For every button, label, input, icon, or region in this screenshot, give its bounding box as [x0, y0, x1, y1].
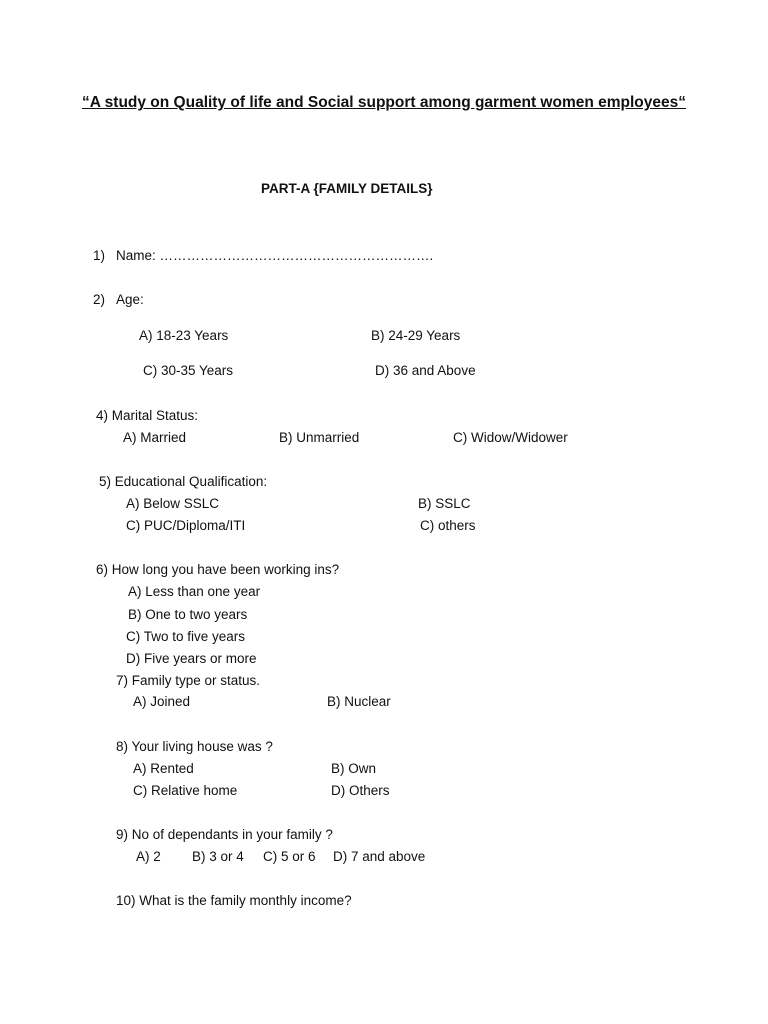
q7-option-a: A) Joined [133, 694, 191, 709]
q5-option-a: A) Below SSLC [126, 496, 220, 511]
q9-option-c: C) 5 or 6 [263, 849, 316, 864]
q7-question: 7) Family type or status. [116, 673, 261, 688]
q5-option-c: C) PUC/Diploma/ITI [126, 518, 246, 533]
q8-option-d: D) Others [331, 783, 390, 798]
q4-option-c: C) Widow/Widower [453, 430, 568, 445]
q4-option-a: A) Married [123, 430, 187, 445]
q6-question: 6) How long you have been working ins? [96, 562, 340, 577]
q2-option-d: D) 36 and Above [375, 363, 476, 378]
q1-name-field: Name: ……………………………………………………. [116, 248, 434, 263]
q7-option-b: B) Nuclear [327, 694, 391, 709]
q2-option-c: C) 30-35 Years [143, 363, 234, 378]
q6-option-d: D) Five years or more [126, 651, 257, 666]
document-title: “A study on Quality of life and Social support among garment women employees“ [81, 94, 686, 111]
q4-question: 4) Marital Status: [96, 408, 199, 423]
q8-option-a: A) Rented [133, 761, 194, 776]
q5-question: 5) Educational Qualification: [99, 474, 268, 489]
q6-option-b: B) One to two years [128, 607, 248, 622]
q10-question: 10) What is the family monthly income? [116, 893, 352, 908]
q9-option-d: D) 7 and above [333, 849, 426, 864]
q5-option-d: C) others [420, 518, 476, 533]
q9-option-b: B) 3 or 4 [192, 849, 244, 864]
q5-option-b: B) SSLC [418, 496, 471, 511]
q6-option-c: C) Two to five years [126, 629, 246, 644]
part-a-heading: PART-A {FAMILY DETAILS} [261, 181, 433, 196]
q2-option-b: B) 24-29 Years [371, 328, 461, 343]
q2-number: 2) [93, 292, 106, 307]
q8-option-c: C) Relative home [133, 783, 238, 798]
q9-option-a: A) 2 [136, 849, 161, 864]
q8-question: 8) Your living house was ? [116, 739, 273, 754]
q9-question: 9) No of dependants in your family ? [116, 827, 333, 842]
q1-number: 1) [93, 248, 106, 263]
q2-option-a: A) 18-23 Years [139, 328, 229, 343]
q2-question: Age: [116, 292, 144, 307]
q6-option-a: A) Less than one year [128, 584, 261, 599]
q8-option-b: B) Own [331, 761, 377, 776]
q4-option-b: B) Unmarried [279, 430, 360, 445]
